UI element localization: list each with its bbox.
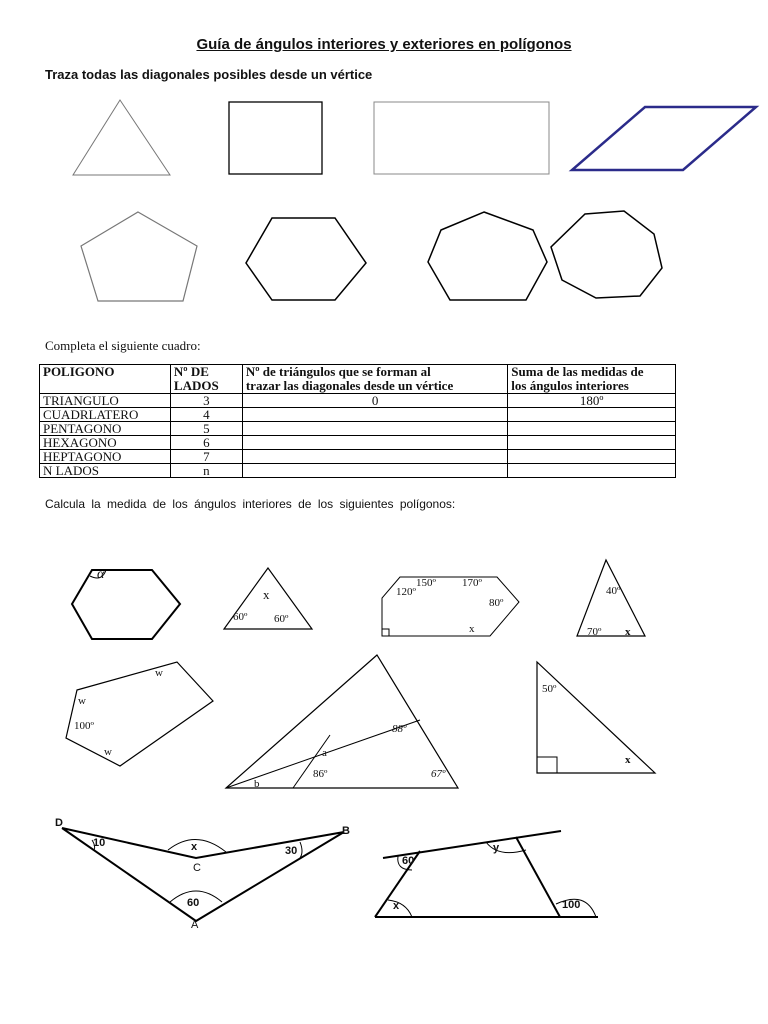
- cell-name: HEPTAGONO: [40, 450, 171, 464]
- angle-arc-xb: [388, 900, 412, 917]
- label-angle: 100: [562, 899, 581, 911]
- cell-sides: 6: [170, 436, 242, 450]
- cell-sides: 4: [170, 408, 242, 422]
- label-x: x: [625, 754, 631, 766]
- trap-right-side: [516, 837, 560, 917]
- exercise-hexagon: [72, 570, 180, 639]
- cell-sides: n: [170, 464, 242, 478]
- label-w: w: [155, 667, 163, 679]
- label-angle: 120º: [396, 586, 416, 598]
- cell-name: PENTAGONO: [40, 422, 171, 436]
- exercise-big-triangle: [226, 655, 458, 788]
- label-angle: 60: [402, 855, 415, 867]
- cell-sides: 7: [170, 450, 242, 464]
- exercise-right-triangle: [537, 662, 655, 773]
- label-x: x: [469, 623, 475, 635]
- header-sum: Suma de las medidas de los ángulos interiores: [508, 365, 676, 394]
- label-w: w: [78, 695, 86, 707]
- exercise-quadrilateral: [66, 662, 213, 766]
- instruction-diagonals: Traza todas las diagonales posibles desde un vértice: [45, 67, 373, 82]
- label-C: C: [193, 862, 201, 874]
- trap-top-line: [383, 831, 561, 858]
- label-angle: 70º: [587, 626, 602, 638]
- label-angle: 67º: [431, 768, 446, 780]
- cell-name: CUADRLATERO: [40, 408, 171, 422]
- cell-name: HEXAGONO: [40, 436, 171, 450]
- label-D: D: [55, 817, 63, 829]
- header-polygon: POLIGONO: [40, 365, 171, 394]
- label-a: a: [322, 747, 327, 759]
- label-alpha: α: [97, 567, 105, 582]
- label-B: B: [342, 825, 350, 837]
- label-angle: 100º: [74, 720, 94, 732]
- instruction-table: Completa el siguiente cuadro:: [45, 338, 201, 353]
- label-x: x: [191, 841, 198, 853]
- label-angle: 86º: [313, 768, 328, 780]
- header-sides: Nº DE LADOS: [170, 365, 242, 394]
- label-angle: 80º: [489, 597, 504, 609]
- label-angle: 60: [187, 897, 200, 909]
- label-x: x: [263, 587, 270, 602]
- label-b: b: [254, 778, 260, 790]
- label-angle: 170º: [462, 577, 482, 589]
- label-x: x: [393, 900, 400, 912]
- right-angle-mark-2: [537, 757, 557, 773]
- page-title: Guía de ángulos interiores y exteriores en polígonos: [196, 36, 572, 53]
- label-angle: 40º: [606, 585, 621, 597]
- right-angle-mark: [382, 629, 389, 636]
- label-angle: 150º: [416, 577, 436, 589]
- label-angle: 60º: [274, 613, 289, 625]
- cevian-line: [293, 735, 330, 788]
- cell-name: TRIANGULO: [40, 394, 171, 408]
- cell-triangles[interactable]: 0: [242, 394, 507, 408]
- label-w: w: [104, 746, 112, 758]
- header-triangles: Nº de triángulos que se forman al trazar las diagonales desde un vértice: [242, 365, 507, 394]
- label-angle: 88º: [392, 723, 407, 735]
- cell-name: N LADOS: [40, 464, 171, 478]
- cell-sides: 5: [170, 422, 242, 436]
- angle-arc-30: [300, 842, 302, 858]
- label-x: x: [625, 626, 631, 638]
- label-y: y: [493, 842, 500, 854]
- cell-sides: 3: [170, 394, 242, 408]
- instruction-angles: Calcula la medida de los ángulos interiores de los siguientes polígonos:: [45, 497, 456, 511]
- label-A: A: [191, 919, 199, 931]
- label-angle: 10: [93, 837, 106, 849]
- cell-sum[interactable]: 180º: [508, 394, 676, 408]
- exercise-triangle-2: [577, 560, 645, 636]
- label-angle: 60º: [233, 611, 248, 623]
- label-angle: 30: [285, 845, 298, 857]
- label-angle: 50º: [542, 683, 557, 695]
